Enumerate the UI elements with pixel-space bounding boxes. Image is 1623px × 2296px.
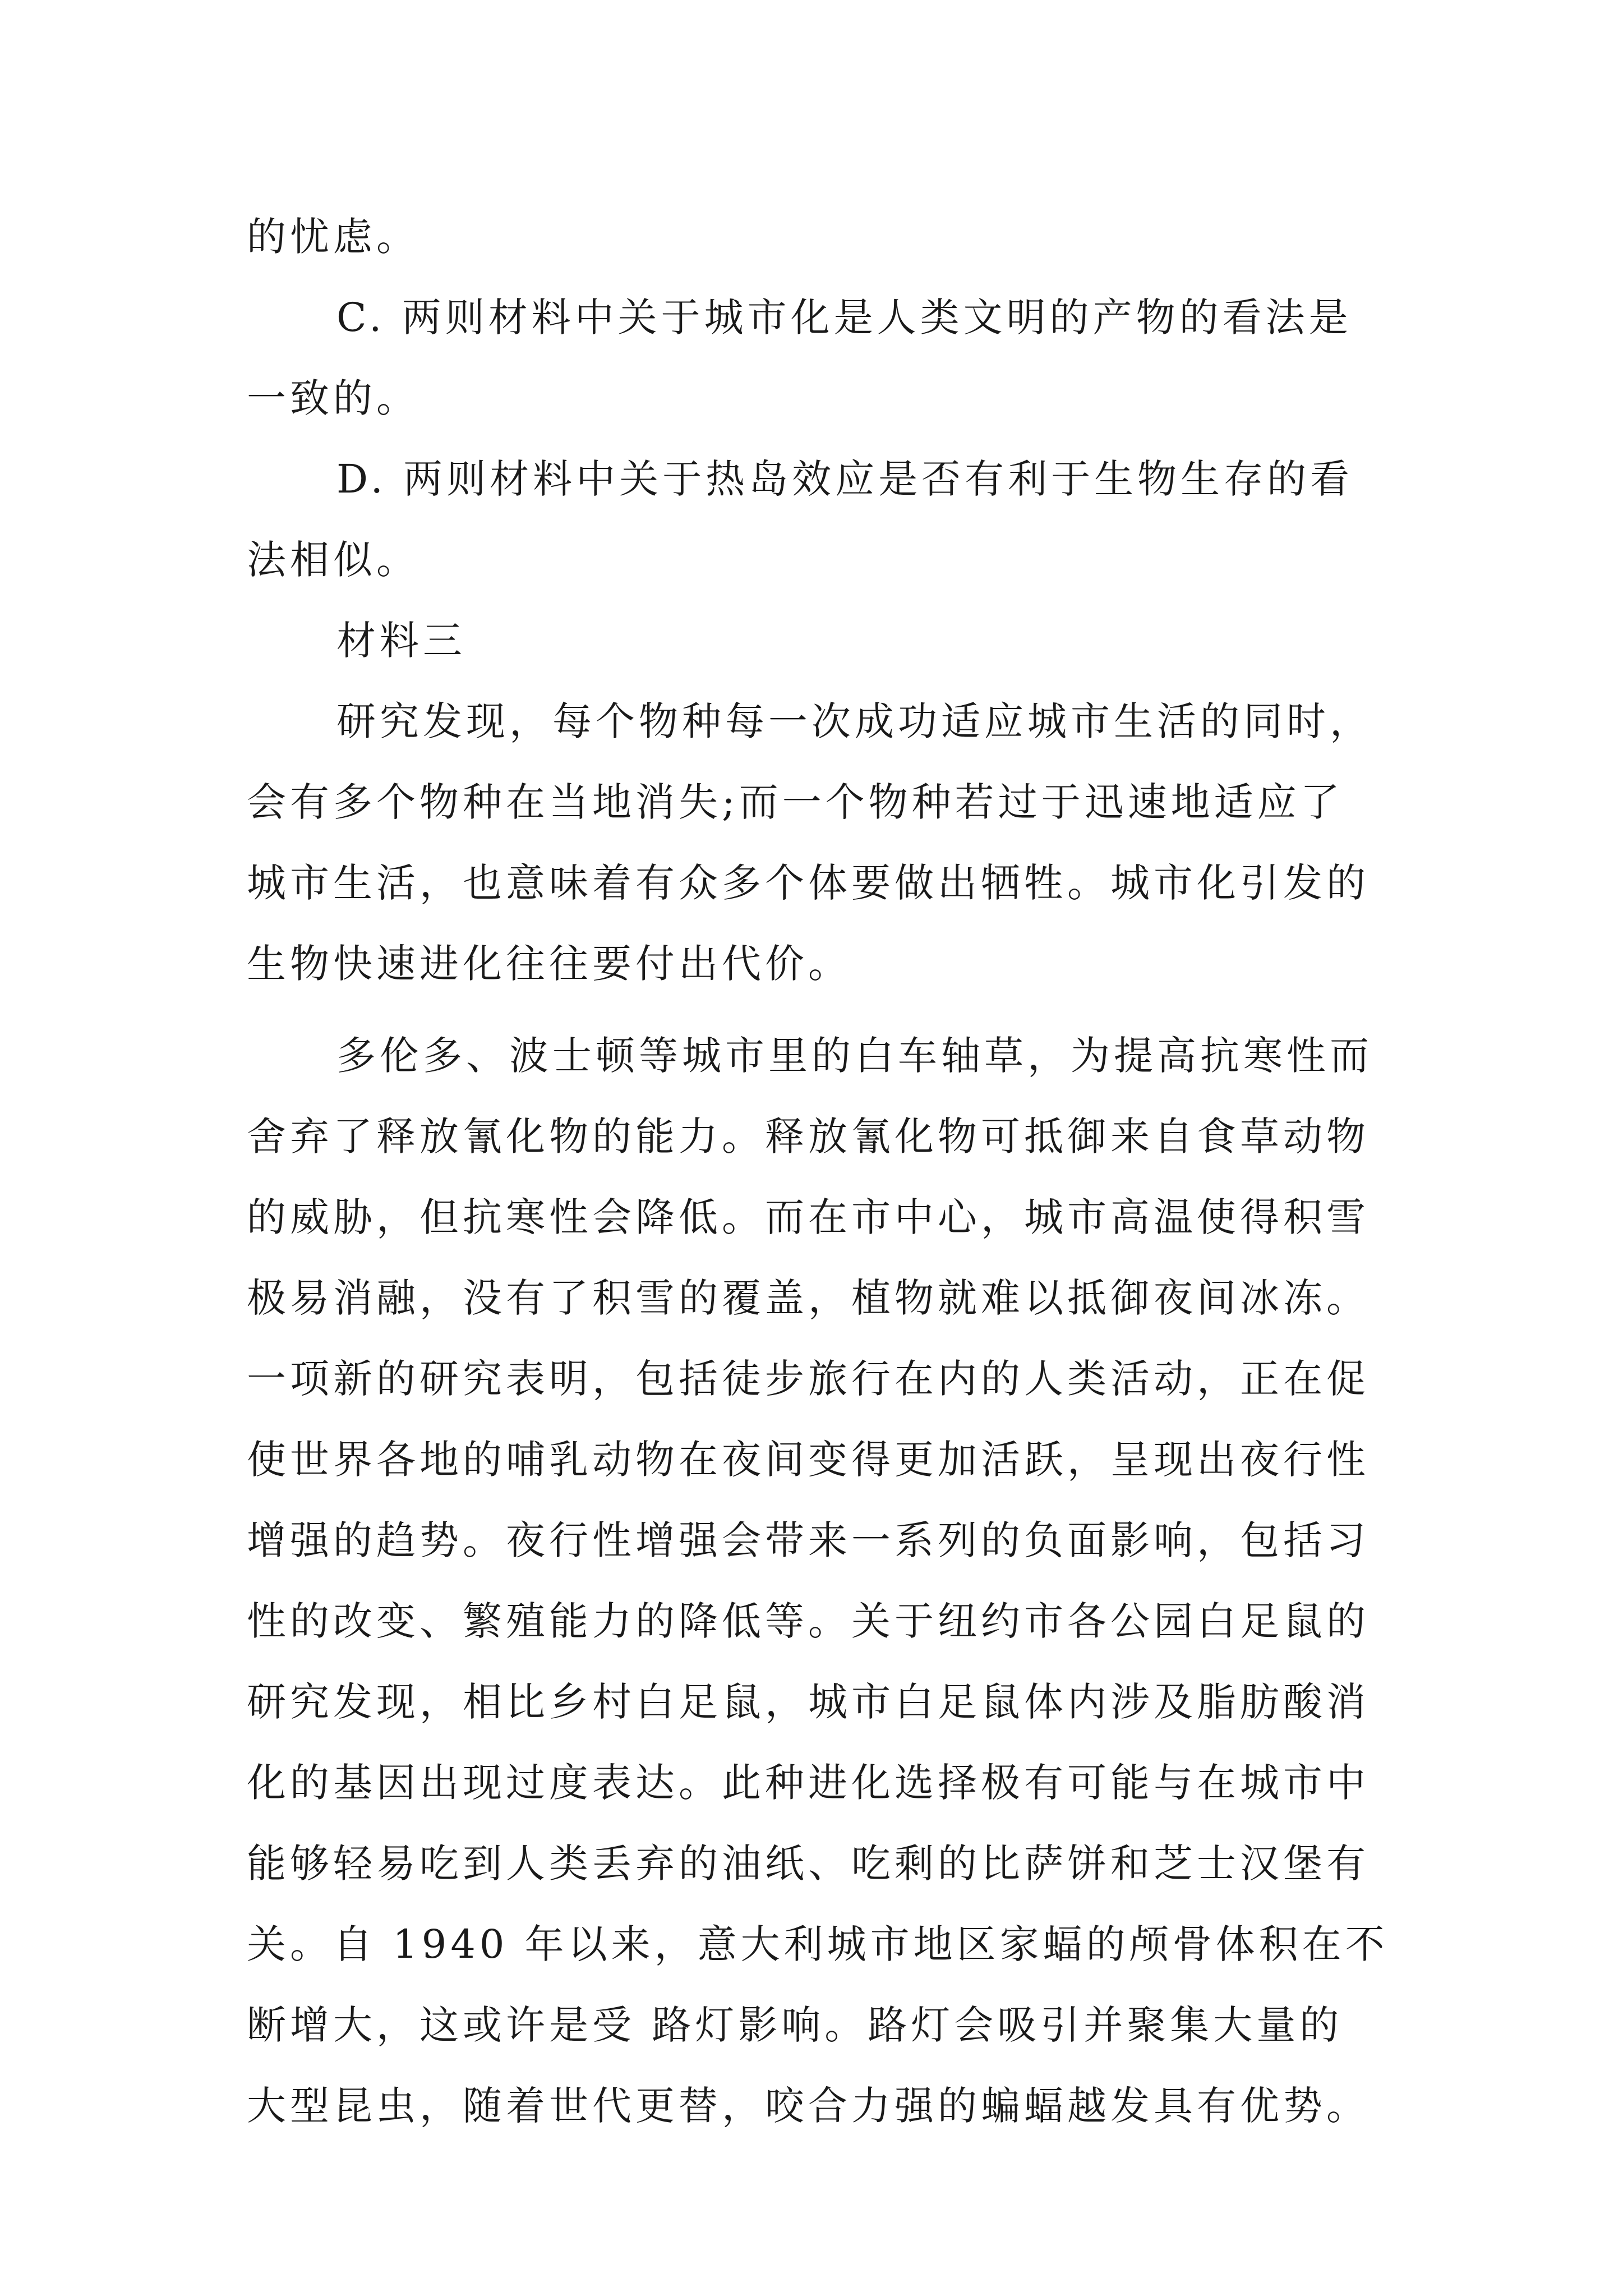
document-body: [247, 196, 1389, 2146]
text-line: 的忧虑。: [247, 214, 419, 260]
text-line: C. 两则材料中关于城市化是人类文明的产物的看法是: [336, 295, 1352, 341]
text-line: 的威胁，但抗寒性会降低。而在市中心，城市高温使得积雪: [247, 1194, 1370, 1240]
text-line: 研究发现，相比乡村白足鼠，城市白足鼠体内涉及脂肪酸消: [247, 1679, 1370, 1725]
text-line: 多伦多、波士顿等城市里的白车轴草，为提高抗寒性而: [336, 1033, 1373, 1079]
text-line: 生物快速进化往往要付出代价。: [247, 941, 851, 987]
text-line: D. 两则材料中关于热岛效应是否有利于生物生存的看: [336, 456, 1354, 502]
text-line: 研究发现，每个物种每一次成功适应城市生活的同时，: [336, 698, 1373, 744]
text-line: 大型昆虫，随着世代更替，咬合力强的蝙蝠越发具有优势。: [247, 2083, 1370, 2129]
text-line: 舍弃了释放氰化物的能力。释放氰化物可抵御来自食草动物: [247, 1114, 1370, 1159]
text-line: 法相似。: [247, 537, 419, 583]
text-line: 材料三: [336, 618, 466, 664]
text-line: 性的改变、繁殖能力的降低等。关于纽约市各公园白足鼠的: [247, 1598, 1370, 1644]
text-line: 城市生活，也意味着有众多个体要做出牺牲。城市化引发的: [247, 860, 1370, 906]
text-line: 一项新的研究表明，包括徒步旅行在内的人类活动，正在促: [247, 1356, 1370, 1402]
text-line: 极易消融，没有了积雪的覆盖，植物就难以抵御夜间冰冻。: [247, 1275, 1370, 1321]
text-line: 会有多个物种在当地消失;而一个物种若过于迅速地适应了: [247, 779, 1344, 825]
text-line: 化的基因出现过度表达。此种进化选择极有可能与在城市中: [247, 1760, 1370, 1806]
text-line: 使世界各地的哺乳动物在夜间变得更加活跃，呈现出夜行性: [247, 1437, 1370, 1483]
text-line: 一致的。: [247, 375, 419, 421]
text-line: 关。自 1940 年以来，意大利城市地区家蝠的颅骨体积在不: [247, 1921, 1389, 1967]
text-line: 断增大，这或许是受 路灯影响。路灯会吸引并聚集大量的: [247, 2002, 1343, 2048]
text-line: 能够轻易吃到人类丢弃的油纸、吃剩的比萨饼和芝士汉堡有: [247, 1841, 1370, 1887]
text-line: 增强的趋势。夜行性增强会带来一系列的负面影响，包括习: [247, 1517, 1370, 1563]
